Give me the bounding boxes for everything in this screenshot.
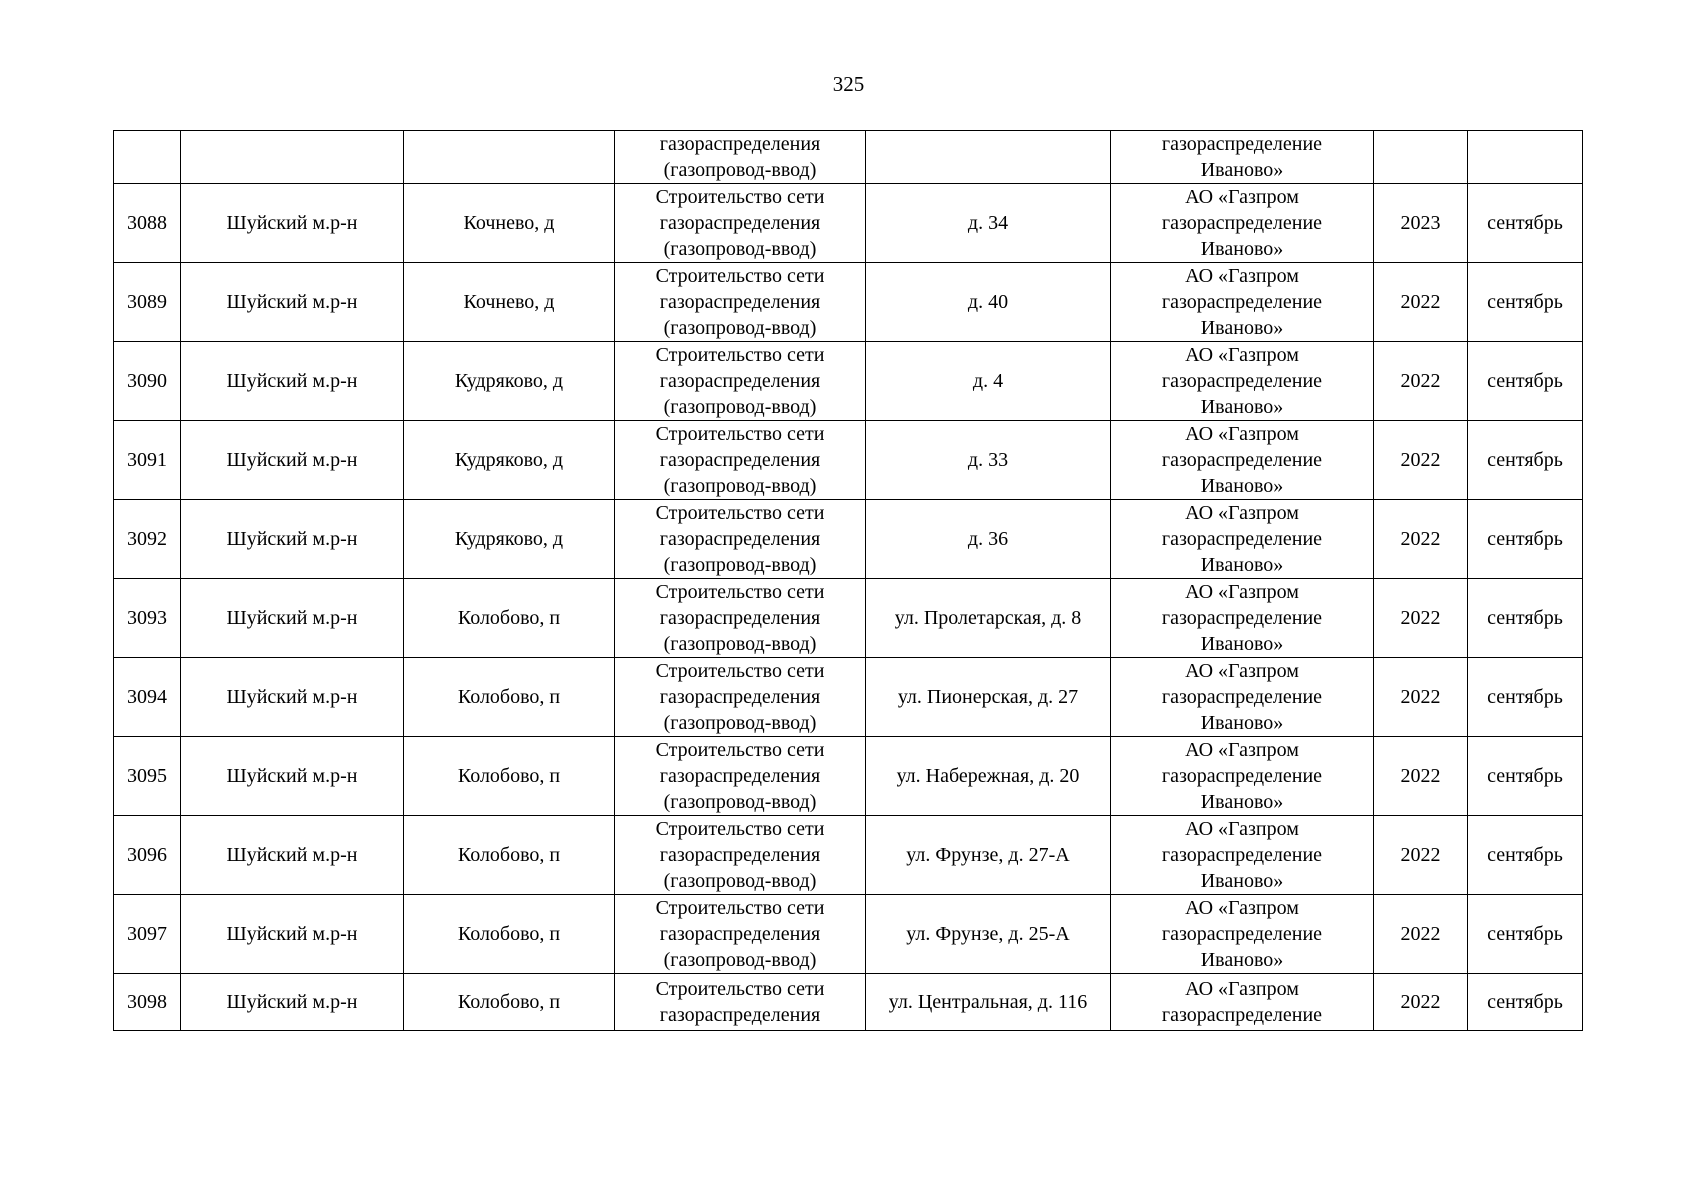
- cell-number: 3095: [114, 737, 181, 816]
- cell-organization: [1111, 184, 1374, 263]
- work-type-line: газораспределения: [659, 133, 821, 155]
- organization-line: газораспределение: [1161, 686, 1323, 708]
- cell-year: 2022: [1374, 737, 1468, 816]
- cell-work-type: [615, 658, 866, 737]
- table-row: [114, 579, 1583, 658]
- cell-settlement: Колобово, п: [404, 579, 615, 658]
- organization-line: АО «Газпром: [1185, 818, 1299, 840]
- cell-district: Шуйский м.р-н: [181, 974, 404, 1031]
- organization-line: Иваново»: [1200, 396, 1284, 418]
- organization-line: газораспределение: [1161, 1004, 1323, 1026]
- work-type-line: (газопровод-ввод): [663, 633, 817, 655]
- cell-district: Шуйский м.р-н: [181, 500, 404, 579]
- cell-year: 2023: [1374, 184, 1468, 263]
- cell-district: Шуйский м.р-н: [181, 263, 404, 342]
- cell-work-type: [615, 184, 866, 263]
- cell-month: сентябрь: [1468, 816, 1583, 895]
- cell-year: 2022: [1374, 974, 1468, 1031]
- cell-address: ул. Пионерская, д. 27: [866, 658, 1111, 737]
- cell-organization: [1111, 500, 1374, 579]
- work-type-line: газораспределения: [659, 923, 821, 945]
- work-type-line: (газопровод-ввод): [663, 554, 817, 576]
- cell-work-type: [615, 131, 866, 184]
- table-row: [114, 895, 1583, 974]
- work-type-line: Строительство сети: [655, 897, 825, 919]
- table-row: [114, 658, 1583, 737]
- organization-line: газораспределение: [1161, 844, 1323, 866]
- cell-work-type: [615, 816, 866, 895]
- organization-line: АО «Газпром: [1185, 423, 1299, 445]
- cell-work-type: [615, 737, 866, 816]
- cell-number: 3093: [114, 579, 181, 658]
- cell-number: [114, 131, 181, 184]
- cell-address: ул. Фрунзе, д. 27-А: [866, 816, 1111, 895]
- cell-settlement: Кудряково, д: [404, 342, 615, 421]
- cell-month: сентябрь: [1468, 658, 1583, 737]
- cell-work-type: [615, 579, 866, 658]
- organization-line: Иваново»: [1200, 475, 1284, 497]
- organization-line: газораспределение: [1161, 133, 1323, 155]
- work-type-line: (газопровод-ввод): [663, 791, 817, 813]
- cell-month: сентябрь: [1468, 500, 1583, 579]
- organization-line: АО «Газпром: [1185, 897, 1299, 919]
- cell-year: 2022: [1374, 263, 1468, 342]
- cell-settlement: Колобово, п: [404, 737, 615, 816]
- cell-organization: [1111, 421, 1374, 500]
- cell-work-type: [615, 263, 866, 342]
- work-type-line: (газопровод-ввод): [663, 870, 817, 892]
- organization-line: газораспределение: [1161, 291, 1323, 313]
- organization-line: АО «Газпром: [1185, 265, 1299, 287]
- cell-organization: [1111, 579, 1374, 658]
- organization-line: Иваново»: [1200, 317, 1284, 339]
- organization-line: Иваново»: [1200, 159, 1284, 181]
- organization-line: газораспределение: [1161, 528, 1323, 550]
- work-type-line: газораспределения: [659, 370, 821, 392]
- cell-organization: [1111, 737, 1374, 816]
- cell-year: 2022: [1374, 658, 1468, 737]
- work-type-line: Строительство сети: [655, 739, 825, 761]
- work-type-line: газораспределения: [659, 765, 821, 787]
- work-type-line: (газопровод-ввод): [663, 475, 817, 497]
- work-type-line: газораспределения: [659, 212, 821, 234]
- cell-month: сентябрь: [1468, 184, 1583, 263]
- cell-organization: [1111, 342, 1374, 421]
- cell-settlement: Колобово, п: [404, 974, 615, 1031]
- table-row: [114, 342, 1583, 421]
- cell-number: 3088: [114, 184, 181, 263]
- organization-line: АО «Газпром: [1185, 660, 1299, 682]
- work-type-line: Строительство сети: [655, 265, 825, 287]
- cell-settlement: Кудряково, д: [404, 421, 615, 500]
- cell-address: ул. Набережная, д. 20: [866, 737, 1111, 816]
- organization-line: газораспределение: [1161, 765, 1323, 787]
- cell-address: д. 36: [866, 500, 1111, 579]
- cell-number: 3090: [114, 342, 181, 421]
- cell-district: Шуйский м.р-н: [181, 421, 404, 500]
- cell-month: сентябрь: [1468, 421, 1583, 500]
- cell-address: [866, 131, 1111, 184]
- table-body: [114, 131, 1583, 1031]
- cell-year: 2022: [1374, 500, 1468, 579]
- cell-address: ул. Фрунзе, д. 25-А: [866, 895, 1111, 974]
- organization-line: газораспределение: [1161, 607, 1323, 629]
- cell-number: 3096: [114, 816, 181, 895]
- cell-year: 2022: [1374, 816, 1468, 895]
- work-type-line: Строительство сети: [655, 581, 825, 603]
- organization-line: Иваново»: [1200, 949, 1284, 971]
- cell-settlement: Колобово, п: [404, 658, 615, 737]
- organization-line: газораспределение: [1161, 212, 1323, 234]
- cell-district: Шуйский м.р-н: [181, 184, 404, 263]
- work-type-line: газораспределения: [659, 291, 821, 313]
- cell-address: д. 33: [866, 421, 1111, 500]
- cell-settlement: Колобово, п: [404, 816, 615, 895]
- cell-settlement: Кочнево, д: [404, 184, 615, 263]
- cell-organization: [1111, 131, 1374, 184]
- cell-address: д. 4: [866, 342, 1111, 421]
- cell-work-type: [615, 500, 866, 579]
- cell-district: Шуйский м.р-н: [181, 816, 404, 895]
- cell-organization: [1111, 658, 1374, 737]
- cell-year: 2022: [1374, 421, 1468, 500]
- page-number: 325: [832, 72, 865, 96]
- cell-month: [1468, 131, 1583, 184]
- cell-settlement: [404, 131, 615, 184]
- work-type-line: газораспределения: [659, 1004, 821, 1026]
- cell-month: сентябрь: [1468, 895, 1583, 974]
- cell-district: Шуйский м.р-н: [181, 895, 404, 974]
- cell-district: Шуйский м.р-н: [181, 658, 404, 737]
- cell-work-type: [615, 421, 866, 500]
- work-type-line: (газопровод-ввод): [663, 238, 817, 260]
- cell-year: 2022: [1374, 342, 1468, 421]
- work-type-line: Строительство сети: [655, 344, 825, 366]
- work-type-line: Строительство сети: [655, 186, 825, 208]
- cell-address: д. 34: [866, 184, 1111, 263]
- organization-line: газораспределение: [1161, 923, 1323, 945]
- organization-line: АО «Газпром: [1185, 739, 1299, 761]
- work-type-line: газораспределения: [659, 686, 821, 708]
- work-type-line: газораспределения: [659, 607, 821, 629]
- cell-number: 3089: [114, 263, 181, 342]
- work-type-line: (газопровод-ввод): [663, 396, 817, 418]
- organization-line: АО «Газпром: [1185, 344, 1299, 366]
- cell-year: 2022: [1374, 895, 1468, 974]
- work-type-line: (газопровод-ввод): [663, 317, 817, 339]
- cell-month: сентябрь: [1468, 263, 1583, 342]
- organization-line: Иваново»: [1200, 791, 1284, 813]
- table-row: [114, 421, 1583, 500]
- table-row: [114, 816, 1583, 895]
- work-type-line: Строительство сети: [655, 660, 825, 682]
- organization-line: АО «Газпром: [1185, 581, 1299, 603]
- table-row: [114, 974, 1583, 1031]
- table-row: [114, 737, 1583, 816]
- organization-line: АО «Газпром: [1185, 186, 1299, 208]
- organization-line: Иваново»: [1200, 633, 1284, 655]
- cell-address: ул. Центральная, д. 116: [866, 974, 1111, 1031]
- cell-work-type: [615, 974, 866, 1031]
- organization-line: Иваново»: [1200, 238, 1284, 260]
- organization-line: газораспределение: [1161, 370, 1323, 392]
- cell-district: Шуйский м.р-н: [181, 737, 404, 816]
- cell-organization: [1111, 263, 1374, 342]
- cell-organization: [1111, 974, 1374, 1031]
- cell-number: 3097: [114, 895, 181, 974]
- cell-number: 3092: [114, 500, 181, 579]
- work-type-line: газораспределения: [659, 528, 821, 550]
- cell-settlement: Колобово, п: [404, 895, 615, 974]
- table-row-continued: [114, 131, 1583, 184]
- work-type-line: газораспределения: [659, 449, 821, 471]
- work-type-line: Строительство сети: [655, 423, 825, 445]
- cell-month: сентябрь: [1468, 737, 1583, 816]
- table-row: [114, 263, 1583, 342]
- cell-number: 3098: [114, 974, 181, 1031]
- organization-line: Иваново»: [1200, 712, 1284, 734]
- cell-number: 3094: [114, 658, 181, 737]
- organization-line: газораспределение: [1161, 449, 1323, 471]
- work-type-line: (газопровод-ввод): [663, 949, 817, 971]
- cell-work-type: [615, 895, 866, 974]
- work-type-line: (газопровод-ввод): [663, 712, 817, 734]
- cell-month: сентябрь: [1468, 342, 1583, 421]
- work-type-line: (газопровод-ввод): [663, 159, 817, 181]
- work-type-line: Строительство сети: [655, 978, 825, 1000]
- gasification-table: [113, 130, 1583, 1031]
- cell-month: сентябрь: [1468, 579, 1583, 658]
- cell-month: сентябрь: [1468, 974, 1583, 1031]
- cell-organization: [1111, 895, 1374, 974]
- organization-line: Иваново»: [1200, 870, 1284, 892]
- table-row: [114, 184, 1583, 263]
- work-type-line: Строительство сети: [655, 818, 825, 840]
- organization-line: АО «Газпром: [1185, 978, 1299, 1000]
- cell-number: 3091: [114, 421, 181, 500]
- cell-settlement: Кочнево, д: [404, 263, 615, 342]
- work-type-line: Строительство сети: [655, 502, 825, 524]
- cell-district: Шуйский м.р-н: [181, 342, 404, 421]
- work-type-line: газораспределения: [659, 844, 821, 866]
- cell-district: Шуйский м.р-н: [181, 579, 404, 658]
- cell-year: 2022: [1374, 579, 1468, 658]
- cell-district: [181, 131, 404, 184]
- cell-year: [1374, 131, 1468, 184]
- cell-organization: [1111, 816, 1374, 895]
- cell-address: ул. Пролетарская, д. 8: [866, 579, 1111, 658]
- cell-address: д. 40: [866, 263, 1111, 342]
- organization-line: Иваново»: [1200, 554, 1284, 576]
- cell-settlement: Кудряково, д: [404, 500, 615, 579]
- organization-line: АО «Газпром: [1185, 502, 1299, 524]
- table-row: [114, 500, 1583, 579]
- cell-work-type: [615, 342, 866, 421]
